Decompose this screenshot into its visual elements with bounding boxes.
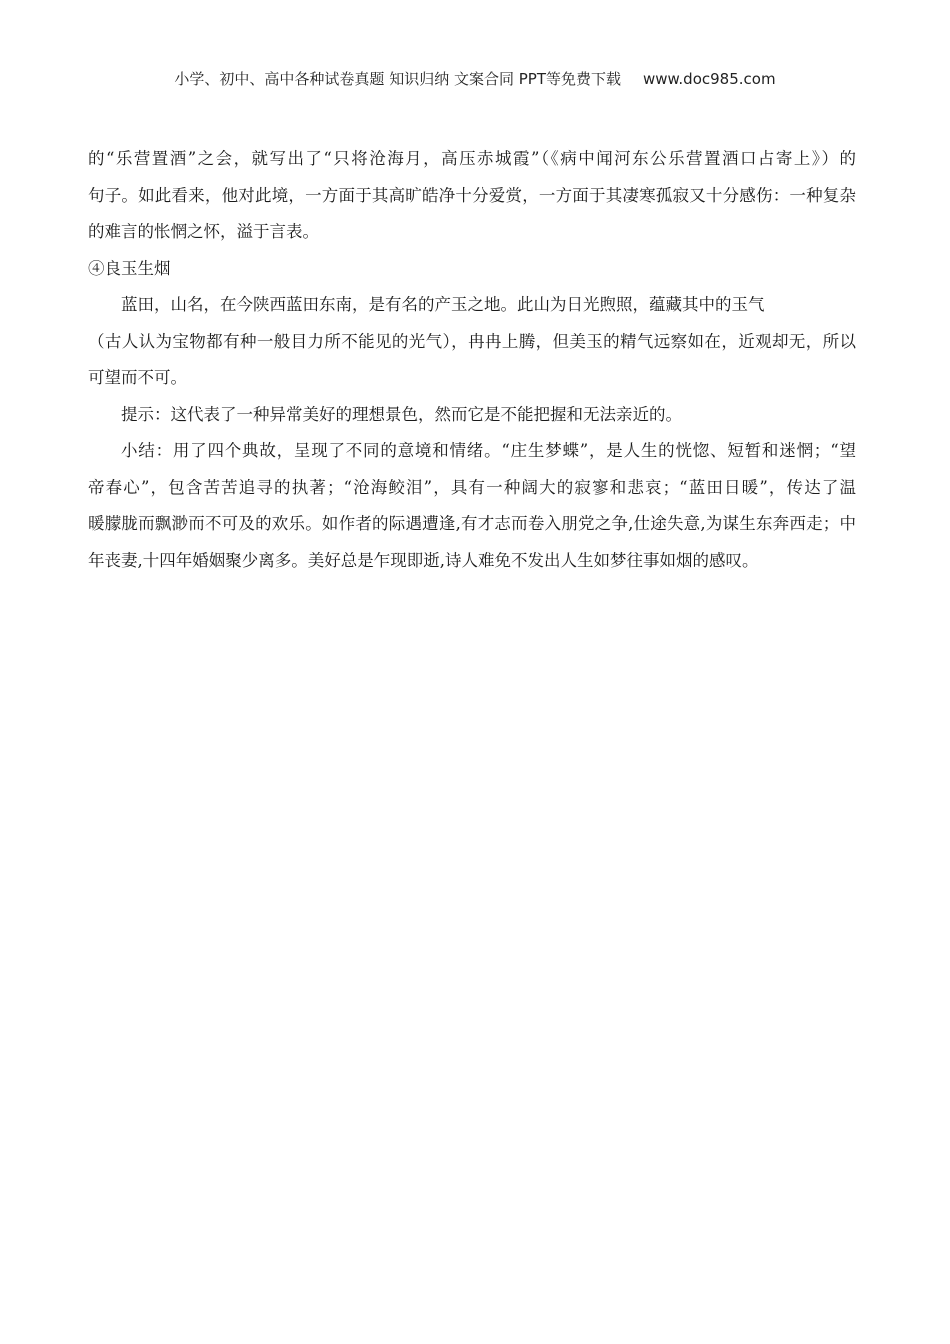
header-text: 小学、初中、高中各种试卷真题 知识归纳 文案合同 PPT等免费下载 <box>174 70 621 88</box>
header-site-link[interactable]: www.doc985.com <box>642 70 776 88</box>
text-line-2: 句子。如此看来，他对此境，一方面于其高旷皓净十分爱赏，一方面于其凄寒孤寂又十分感伤：一种复杂 <box>88 185 856 205</box>
summary-line-4: 年丧妻,十四年婚姻聚少离多。美好总是乍现即逝,诗人难免不发出人生如梦往事如烟的感叹。 <box>88 550 759 570</box>
text-line-1: 的“乐营置酒”之会，就写出了“只将沧海月，高压赤城霞”（《病中闻河东公乐营置酒口占寄上》）的 <box>88 149 856 168</box>
summary-line-2: 帝春心”，包含苦苦追寻的执著；“沧海鲛泪”，具有一种阔大的寂寥和悲哀；“蓝田日暖”，传达了温 <box>88 477 856 497</box>
text-line-7: 可望而不可。 <box>88 368 187 387</box>
text-line-3: 的难言的怅惘之怀，溢于言表。 <box>88 222 319 241</box>
summary-line-1: 小结：用了四个典故，呈现了不同的意境和情绪。“庄生梦蝶”，是人生的恍惚、短暂和迷惘；“望 <box>121 441 856 460</box>
summary-line-3: 暖朦胧而飘渺而不可及的欢乐。如作者的际遇遭逢,有才志而卷入朋党之争,仕途失意,为谋生东奔西走；中 <box>88 514 856 533</box>
section-heading-liangyu: ④良玉生烟 <box>88 258 171 278</box>
page-header <box>0 68 950 89</box>
hint-paragraph: 提示：这代表了一种异常美好的理想景色，然而它是不能把握和无法亲近的。 <box>121 404 682 424</box>
text-line-6: （古人认为宝物都有种一般目力所不能见的光气），冉冉上腾，但美玉的精气远察如在，近观却无，所以 <box>88 331 856 351</box>
document-body <box>88 141 856 579</box>
text-line-5: 蓝田，山名，在今陕西蓝田东南，是有名的产玉之地。此山为日光煦照，蕴藏其中的玉气 <box>121 295 765 314</box>
